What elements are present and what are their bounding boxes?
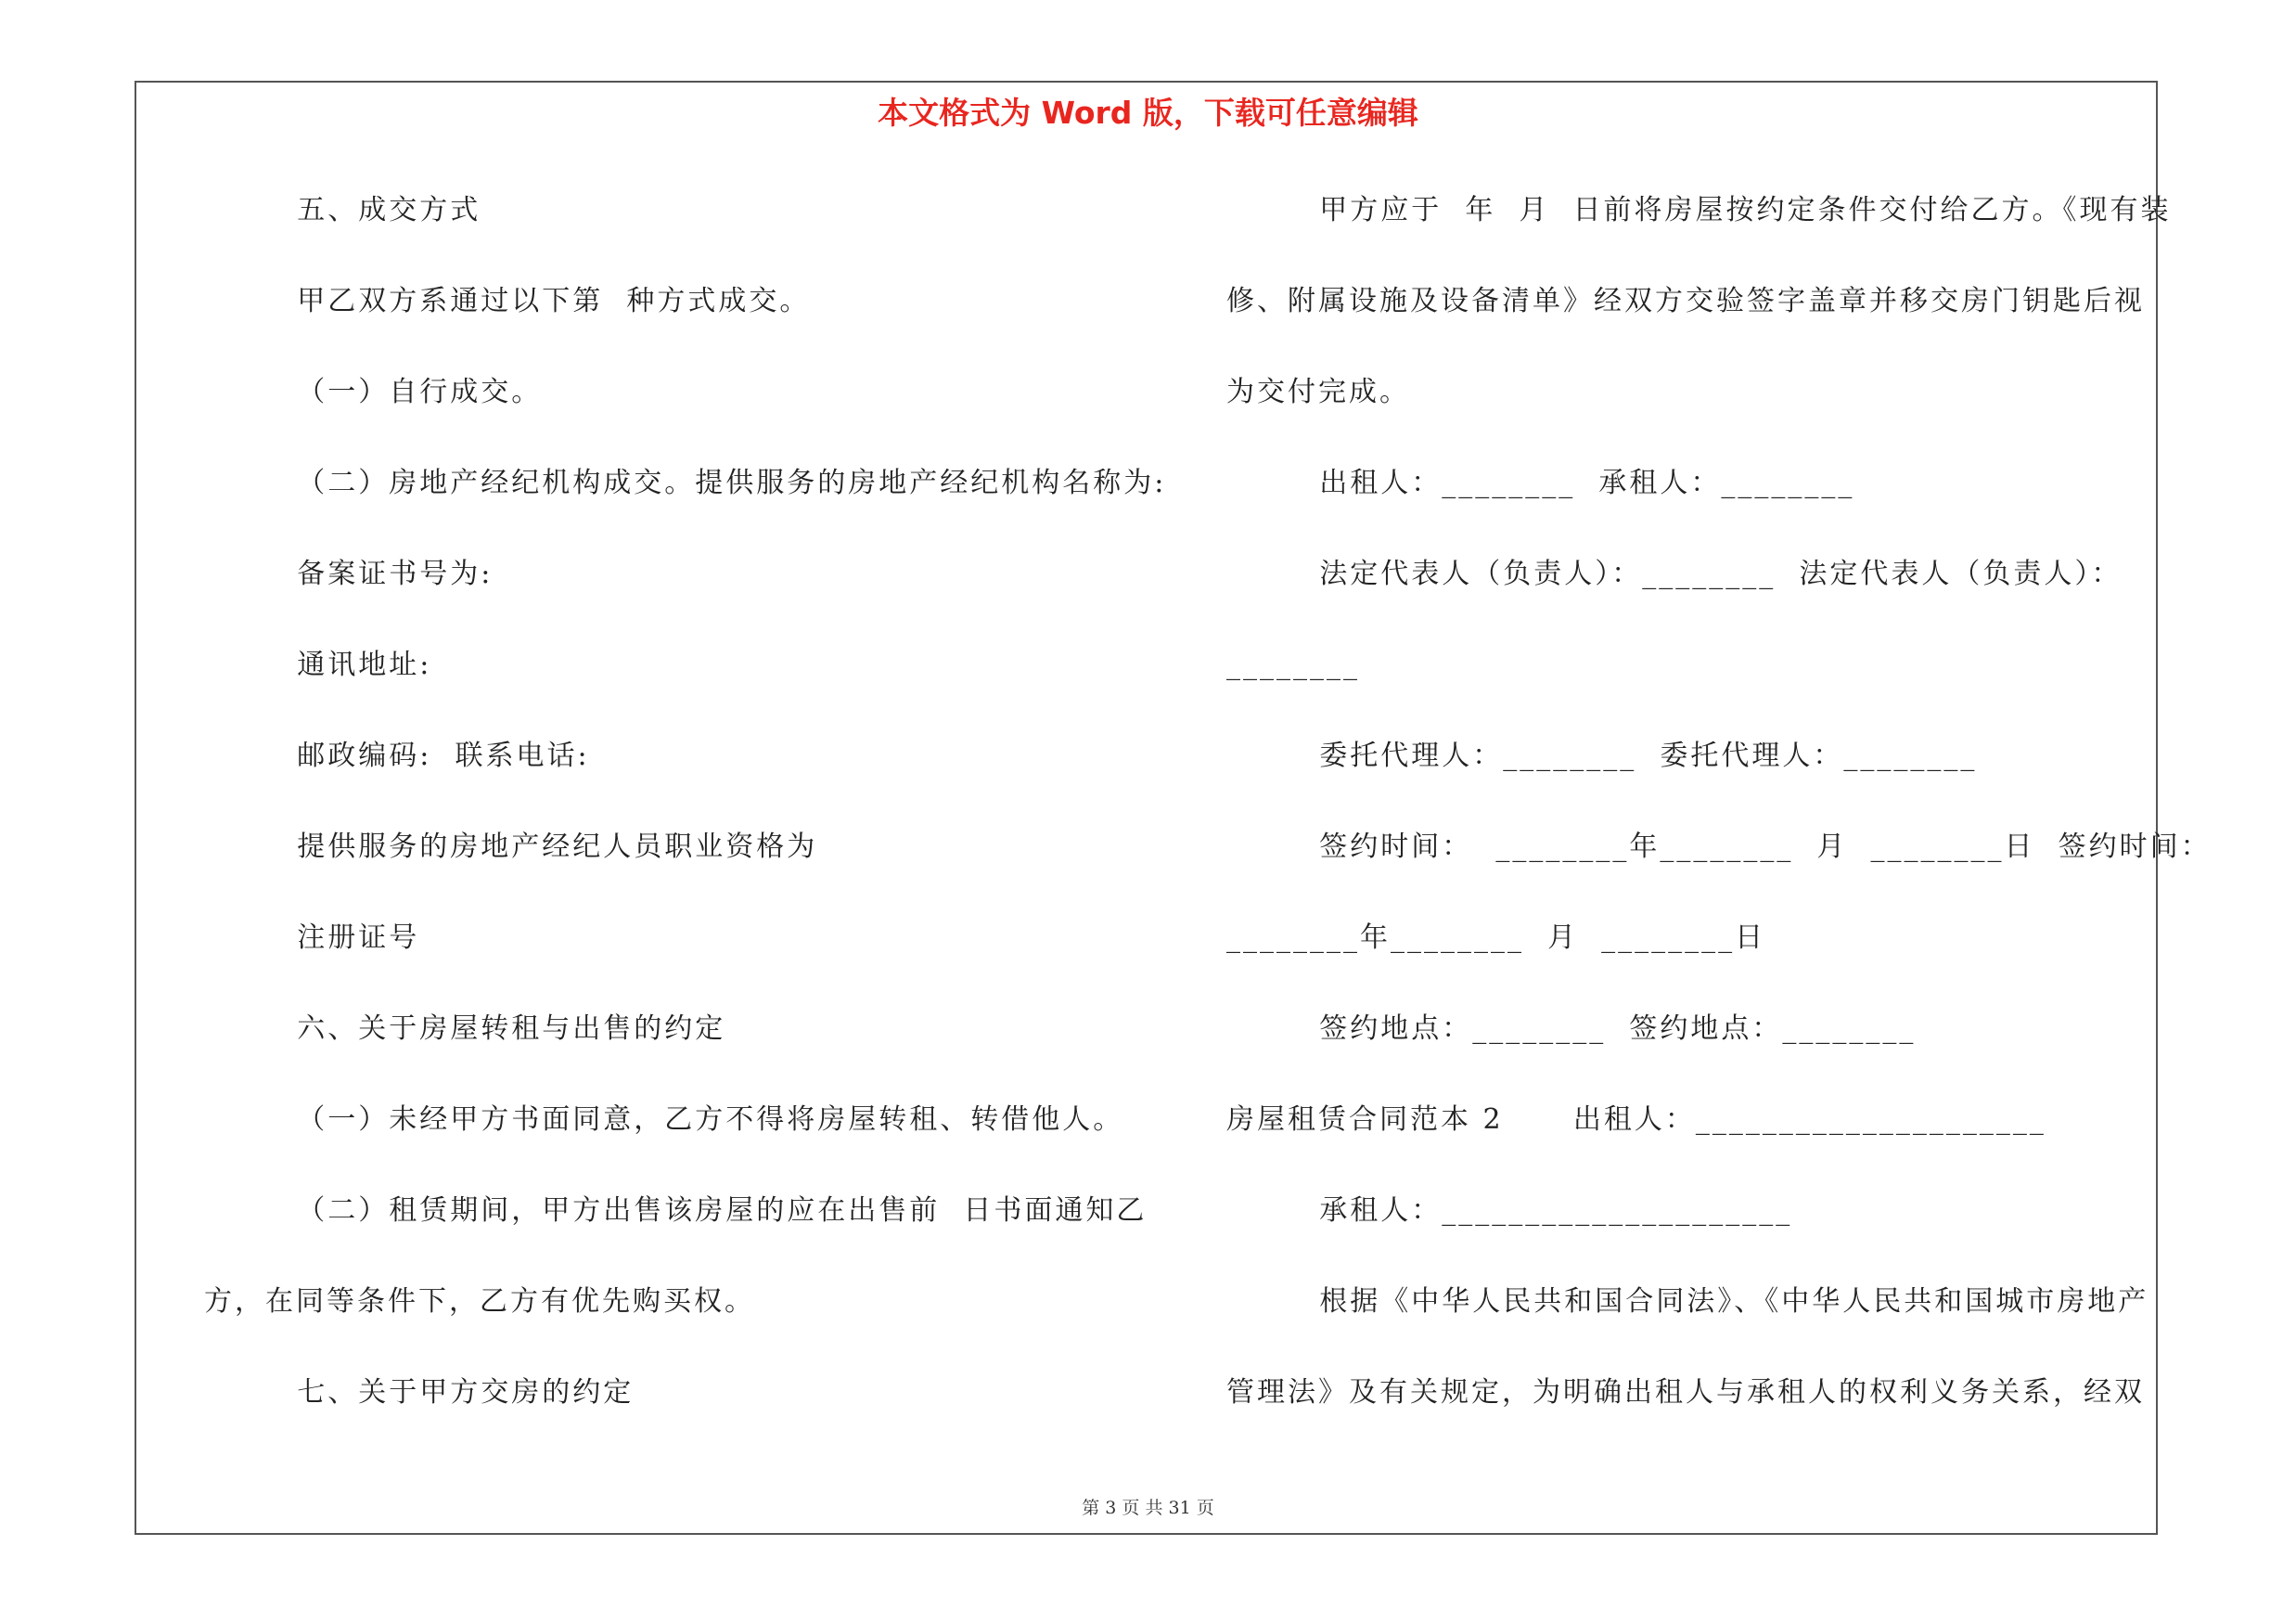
text-line: 备案证书号为: bbox=[204, 558, 494, 590]
text-line: 五、成交方式 bbox=[204, 194, 481, 226]
text-line: 管理法》及有关规定，为明确出租人与承租人的权利义务关系，经双 bbox=[1226, 1376, 2145, 1409]
text-line: 提供服务的房地产经纪人员职业资格为 bbox=[204, 831, 818, 863]
text-line: 七、关于甲方交房的约定 bbox=[204, 1376, 635, 1409]
header-banner: 本文格式为 Word 版，下载可任意编辑 bbox=[878, 95, 1418, 131]
text-line: 承租人：_____________________ bbox=[1226, 1194, 1793, 1227]
text-line: 六、关于房屋转租与出售的约定 bbox=[204, 1012, 726, 1045]
text-line: 签约时间： ________年________ 月 ________日 签约时间： bbox=[1226, 831, 2212, 863]
text-line: （一）未经甲方书面同意，乙方不得将房屋转租、转借他人。 bbox=[204, 1103, 1124, 1136]
text-line: 通讯地址: bbox=[204, 649, 432, 681]
text-line: ________ bbox=[1226, 649, 1360, 681]
text-line: 邮政编码: 联系电话: bbox=[204, 740, 590, 772]
text-line: 委托代理人：________ 委托代理人：________ bbox=[1226, 740, 1978, 772]
text-line: （一）自行成交。 bbox=[204, 376, 543, 408]
text-line: 签约地点：________ 签约地点：________ bbox=[1226, 1012, 1917, 1045]
text-line: （二）房地产经纪机构成交。提供服务的房地产经纪机构名称为: bbox=[204, 467, 1167, 499]
text-line: 为交付完成。 bbox=[1226, 376, 1410, 408]
text-line: 法定代表人（负责人）：________ 法定代表人（负责人）： bbox=[1226, 558, 2123, 590]
text-line: 根据《中华人民共和国合同法》、《中华人民共和国城市房地产 bbox=[1226, 1285, 2149, 1318]
page-number: 第 3 页 共 31 页 bbox=[1082, 1498, 1214, 1518]
text-line: 甲方应于 年 月 日前将房屋按约定条件交付给乙方。《现有装 bbox=[1226, 194, 2172, 226]
text-line: （二）租赁期间，甲方出售该房屋的应在出售前 日书面通知乙 bbox=[204, 1194, 1148, 1227]
text-line: 甲乙双方系通过以下第 种方式成交。 bbox=[204, 285, 811, 317]
text-line: 房屋租赁合同范本 2 出租人：_____________________ bbox=[1226, 1103, 2046, 1136]
text-line: 方，在同等条件下，乙方有优先购买权。 bbox=[204, 1285, 755, 1318]
right-column bbox=[1226, 181, 2212, 1454]
text-line: 出租人：________ 承租人：________ bbox=[1226, 467, 1855, 499]
left-column bbox=[204, 181, 1167, 1454]
text-line: ________年________ 月 ________日 bbox=[1226, 921, 1766, 954]
text-line: 注册证号 bbox=[204, 921, 420, 954]
text-line: 修、附属设施及设备清单》经双方交验签字盖章并移交房门钥匙后视 bbox=[1226, 285, 2145, 317]
